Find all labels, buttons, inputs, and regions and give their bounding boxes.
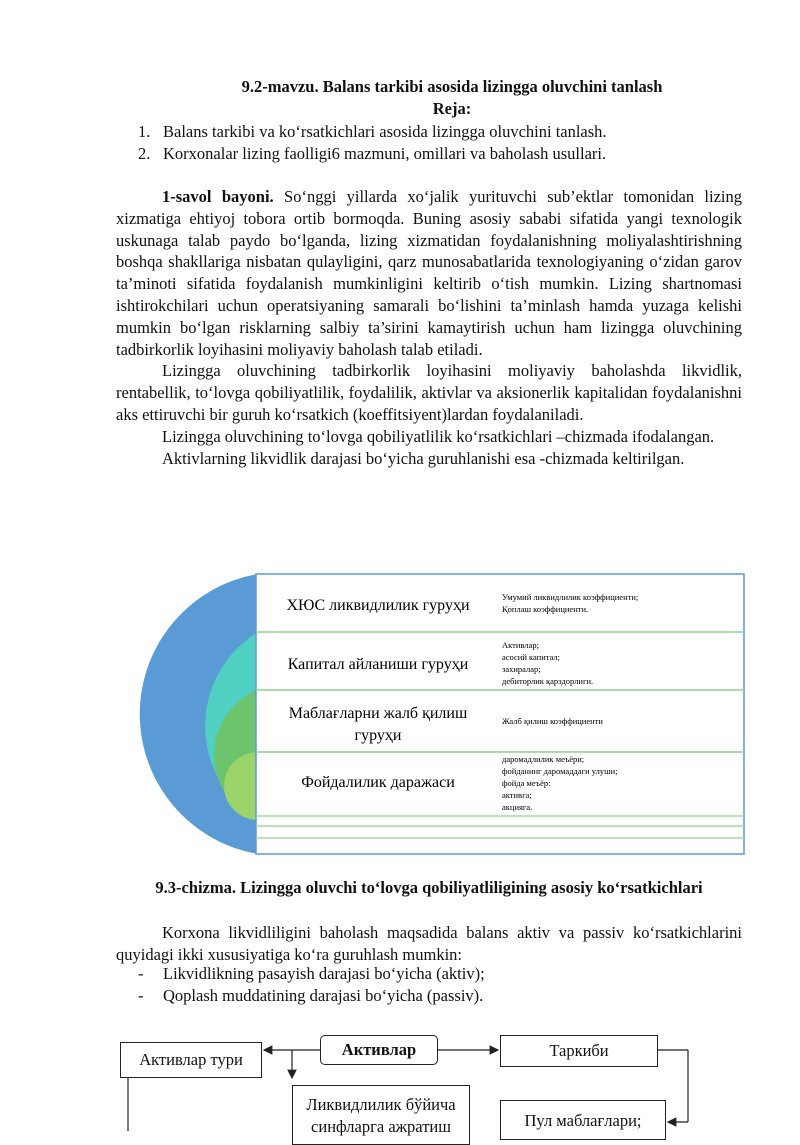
group-label: Маблағларни жалб қилиш [288, 705, 468, 722]
group-details: Умумий ликвидлилик коэффициенти; [502, 592, 639, 602]
grouping-list [138, 963, 485, 1007]
group-details: Жалб қилиш коэффициенти [502, 716, 603, 726]
group-details: Қоплаш коэффициенти. [502, 604, 589, 614]
group-label: ХЮС ликвидлилик гуруҳи [286, 597, 470, 614]
group-details: захиралар; [502, 664, 541, 674]
group-details: Активлар; [502, 640, 539, 650]
list-item: - Likvidlikning pasayish darajasi bo‘yicha (aktiv); [138, 964, 485, 983]
paragraph-4: Aktivlarning likvidlik darajasi bo‘yicha guruhlanishi esa -chizmada keltirilgan. [162, 448, 685, 468]
question-lead: 1-savol bayoni. [162, 187, 274, 206]
aktivlar-box: Активлар [320, 1035, 438, 1065]
paragraph-5: Korxona likvidliligini baholash maqsadida balans aktiv va passiv ko‘rsatkichlarini quyidagi ikki xususiyatiga ko‘ra guruhlash mumkin: [116, 923, 742, 964]
plan-item: 2. Korxonalar lizing faolligi6 mazmuni, omillari va baholash usullari. [138, 144, 607, 163]
paragraph-1: 1-savol bayoni. So‘nggi yillarda xo‘jalik yurituvchi sub’ektlar tomonidan lizing xizmatiga ehtiyoj tobora ortib bormoqda. Buning asosiy sababi sifatida yangi texnologik uskunaga talab paydo bo‘lganda, lizing xizmatidan foydalanishning moliyalashtirishning boshqa shakllariga nisbatan qulayligini, qarz munosabatlarida texnologiyaning o‘zidan garov ta’minoti sifatida foydalanish mumkinligini keltirib o‘tish mumkin. Lizing shartnomasi ishtirokchilari uchun operatsiyaning samarali bo‘lishini ta’minlash hamda yuzaga kelishi mumkin bo‘lgan risklarning salbiy ta’sirini kamaytirish uchun ham lizingga oluvchining tadbirkorlik loyihasini moliyaviy baholash talab etiladi. [116, 187, 743, 359]
group-details: даромадлилик меъёри; [502, 754, 585, 764]
group-details: фойда меъёр: [502, 778, 551, 788]
paragraph-5-wrap [116, 922, 742, 966]
group-details: акцияга. [502, 802, 533, 812]
assets-flowchart [116, 1030, 696, 1136]
list-item: - Qoplash muddatining darajasi bo‘yicha (passiv). [138, 986, 484, 1005]
group-details: дебиторлик қарздорлиги. [502, 676, 594, 686]
topic-title: 9.2-mavzu. Balans tarkibi asosida lizingga oluvchini tanlash [241, 77, 663, 96]
solvency-indicators-diagram [116, 570, 748, 858]
pul-box: Пул маблағлари; [500, 1100, 666, 1140]
group-details: фойданинг даромаддаги улуши; [502, 766, 618, 776]
group-label: Фойдалилик даражаси [301, 774, 455, 791]
plan-label: Reja: [432, 99, 472, 118]
group-details: асосий капитал; [502, 652, 561, 662]
body-section [116, 186, 742, 469]
tarkibi-box: Таркиби [500, 1035, 658, 1067]
likvid-box: Ликвидлилик бўйича синфларга ажратиш [292, 1085, 470, 1145]
group-details: активга; [502, 790, 532, 800]
paragraph-3: Lizingga oluvchining to‘lovga qobiliyatlilik ko‘rsatkichlari –chizmada ifodalangan. [162, 426, 715, 446]
figure-caption: 9.3-chizma. Lizingga oluvchi to‘lovga qobiliyatliligining asosiy ko‘rsatkichlari [155, 878, 703, 897]
plan-item: 1. Balans tarkibi va ko‘rsatkichlari asosida lizingga oluvchini tanlash. [138, 122, 607, 141]
group-label: Капитал айланиши гуруҳи [287, 656, 469, 673]
plan-list [138, 121, 607, 165]
group-label: гуруҳи [354, 727, 402, 744]
paragraph-2: Lizingga oluvchining tadbirkorlik loyihasini moliyaviy baholashda likvidlik, rentabellik, to‘lovga qobiliyatlilik, foydalilik, aktivlar va aksionerlik kapitalidan foydalanishni aks ettiruvchi bir guruh ko‘rsatkich (koeffitsiyent)lardan foydalaniladi. [116, 361, 742, 424]
aktivlar-turi-box: Активлар тури [120, 1042, 262, 1078]
